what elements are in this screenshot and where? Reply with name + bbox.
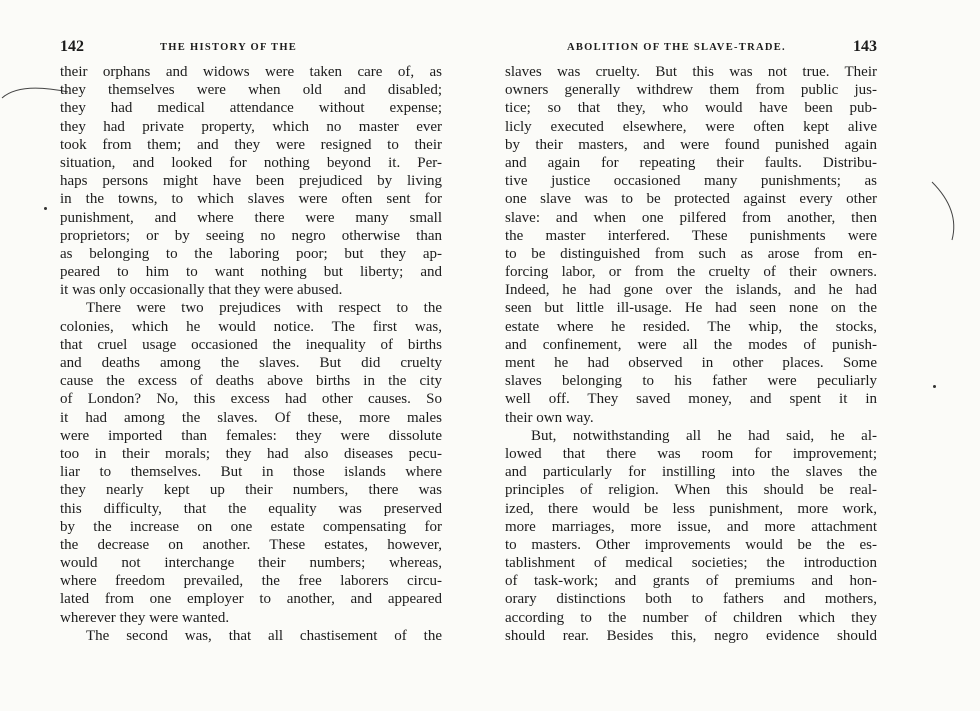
text-line: their orphans and widows were taken care of, as [60,64,442,80]
text-line: and confinement, were all the modes of punish- [505,336,877,353]
text-line: and particularly for instilling into the slaves the [505,464,877,481]
page-number: 142 [60,38,84,55]
running-head [505,30,877,56]
margin-speck [933,385,936,388]
text-line: of London? No, this excess had other causes. So [60,391,442,408]
text-line: proprietors; or by seeing no negro otherwise than [60,227,442,244]
left-page [60,30,442,645]
text-line: by the increase on one estate compensating for [60,518,442,535]
text-line: principles of religion. When this should be real- [505,482,877,499]
text-line: they had private property, which no master ever [60,118,442,135]
text-line: the master interfered. These punishments were [505,227,877,244]
text-line: liar to themselves. But in those islands where [60,464,442,481]
text-line: There were two prejudices with respect to the [86,300,442,317]
text-line: situation, and looked for nothing beyond it. Per- [60,154,442,171]
text-line: as belonging to the laboring poor; but they ap- [60,245,442,262]
text-line: and again for repeating their faults. Distribu- [505,154,877,171]
text-line: colonies, which he would notice. The first was, [60,318,442,335]
text-line: more marriages, more issue, and more attachment [505,518,877,535]
text-line: they had medical attendance without expense; [60,100,442,117]
text-line: they themselves were when old and disabled; [60,82,442,99]
text-line: their own way. [505,409,594,426]
text-line: took from them; and they were resigned to their [60,136,442,153]
text-line: slaves was cruelty. But this was not true. Their [505,64,877,80]
text-line: by their masters, and were found punished again [505,136,877,153]
text-line: slave: and when one pilfered from another, then [505,209,877,226]
text-line: the decrease on another. These estates, however, [60,536,442,553]
text-line: where freedom prevailed, the free laborers circu- [60,573,442,590]
text-line: according to the number of children which they [505,609,877,626]
text-line: they nearly kept up their numbers, there was [60,482,442,499]
running-title: THE HISTORY OF THE [160,42,298,53]
text-line: owners generally withdrew them from public jus- [505,82,877,99]
text-line: lowed that there was room for improvement; [505,445,877,462]
text-line: seen but little ill-usage. He had seen none on the [505,300,877,317]
running-title: ABOLITION OF THE SLAVE-TRADE. [567,42,786,53]
text-line: Indeed, he had gone over the islands, and he had [505,282,877,299]
margin-speck [44,207,47,210]
text-line: in the towns, to which slaves were often sent for [60,191,442,208]
text-line: licly executed elsewhere, were often kept alive [505,118,877,135]
text-line: haps persons might have been prejudiced by living [60,173,442,190]
text-line: tice; so that they, who would have been pub- [505,100,877,117]
text-line: But, notwithstanding all he had said, he al- [531,427,877,444]
text-line: ment he had observed in other places. Some [505,355,877,371]
text-line: estate where he resided. The whip, the stocks, [505,318,877,335]
text-line: lated from one employer to another, and appeared [60,591,442,608]
text-line: that cruel usage occasioned the inequality of births [60,336,442,353]
text-line: punishment, and where there were many small [60,209,442,226]
running-head [60,30,442,56]
text-line: of task-work; and grants of premiums and hon- [505,573,877,590]
text-line: tive justice occasioned many punishments; as [505,173,877,190]
text-line: it was only occasionally that they were abused. [60,282,343,299]
margin-bracket-mark [930,180,970,250]
text-line: should rear. Besides this, negro evidence should [505,627,877,644]
page-number: 143 [853,38,877,55]
text-line: slaves belonging to his father were peculiarly [505,373,877,390]
text-line: wherever they were wanted. [60,609,230,626]
text-line: and deaths among the slaves. But did cruelty [60,355,442,371]
text-line: this difficulty, that the equality was preserved [60,500,442,517]
text-line: tablishment of medical societies; the introduction [505,555,877,572]
text-line: well off. They saved money, and spent it in [505,391,877,408]
text-line: cause the excess of deaths above births in the city [60,373,442,390]
text-line: peared to him to want nothing but liberty; and [60,264,442,281]
text-line: one slave was to be protected against every other [505,191,877,208]
text-line: ized, there would be less punishment, more work, [505,500,877,517]
text-line: to be distinguished from such as arose from en- [505,245,877,262]
page-body [505,63,877,645]
page-body [60,63,442,645]
text-line: orary distinctions both to fathers and mothers, [505,591,877,608]
text-line: forcing labor, or from the cruelty of their owners. [505,264,877,281]
text-line: would not interchange their numbers; whereas, [60,555,442,572]
text-line: The second was, that all chastisement of the [86,627,442,644]
text-line: to masters. Other improvements would be the es- [505,536,877,553]
right-page [505,30,877,645]
text-line: were imported than females: they were dissolute [60,427,442,444]
text-line: it had among the slaves. Of these, more males [60,409,442,426]
text-line: too in their morals; they had also diseases pecu- [60,445,442,462]
